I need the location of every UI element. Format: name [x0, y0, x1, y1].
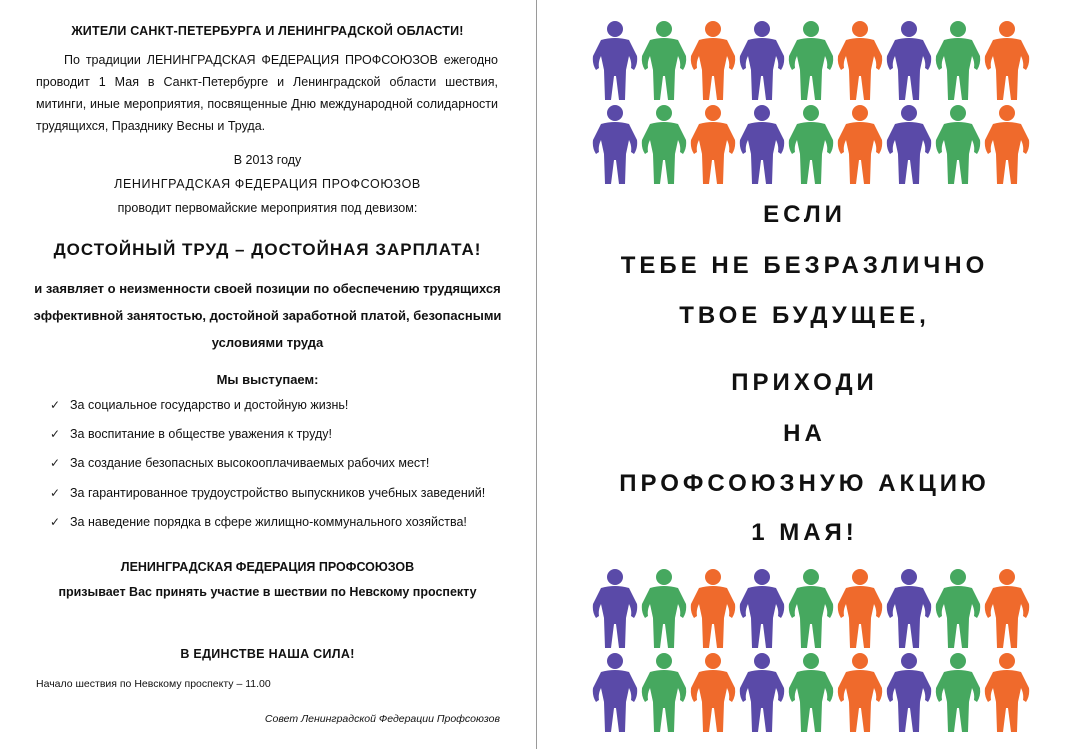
right-page [537, 0, 1072, 749]
list-item-text: За гарантированное трудоустройство выпускников учебных заведений! [70, 485, 486, 500]
list-item-text: За наведение порядка в сфере жилищно-коммунального хозяйства! [70, 514, 467, 529]
figure-row [591, 568, 1031, 652]
person-figure-icon [836, 104, 884, 188]
person-figure-icon [836, 20, 884, 104]
call-line: ПРОФСОЮЗНУЮ АКЦИЮ [619, 470, 990, 497]
list-item [50, 398, 520, 427]
checkmark-icon: ✓ [50, 456, 61, 471]
list-item-text: За создание безопасных высокооплачиваемых рабочих мест! [70, 456, 430, 471]
statement: и заявляет о неизменности своей позиции по обеспечению трудящихся эффективной занятостью, достойной заработной платой, безопасными условиями труда [33, 281, 502, 350]
checkmark-icon: ✓ [50, 427, 61, 442]
person-figure-icon [934, 568, 982, 652]
person-figure-icon [983, 104, 1031, 188]
left-page [0, 0, 535, 749]
person-figure-icon [689, 104, 737, 188]
person-figure-icon [640, 652, 688, 736]
person-figure-icon [836, 652, 884, 736]
person-figure-icon [591, 568, 639, 652]
figure-row [591, 20, 1031, 104]
person-figure-icon [836, 568, 884, 652]
call-line: НА [783, 420, 826, 447]
person-figure-icon [689, 20, 737, 104]
person-figure-icon [934, 20, 982, 104]
intro-paragraph: По традиции ЛЕНИНГРАДСКАЯ ФЕДЕРАЦИЯ ПРОФСОЮЗОВ ежегодно проводит 1 Мая в Санкт-Петербурге и Ленинградской области шествия, митинги, иные мероприятия, посвященные Дню международной солидарности трудящихся, Празднику Весны и Труда. [36, 53, 498, 133]
person-figure-icon [591, 20, 639, 104]
person-figure-icon [983, 20, 1031, 104]
person-figure-icon [738, 104, 786, 188]
person-figure-icon [591, 104, 639, 188]
headline: ЖИТЕЛИ САНКТ-ПЕТЕРБУРГА И ЛЕНИНГРАДСКОЙ ОБЛАСТИ! [71, 24, 464, 38]
year-line: В 2013 году [233, 153, 302, 167]
list-item [50, 456, 520, 485]
checkmark-icon: ✓ [50, 514, 61, 529]
checkmark-icon: ✓ [50, 485, 61, 500]
people-figures-top [591, 20, 1031, 188]
person-figure-icon [640, 20, 688, 104]
person-figure-icon [738, 568, 786, 652]
federation-line: ЛЕНИНГРАДСКАЯ ФЕДЕРАЦИЯ ПРОФСОЮЗОВ [114, 177, 421, 191]
person-figure-icon [689, 568, 737, 652]
start-time: Начало шествия по Невскому проспекту – 11.00 [36, 678, 271, 690]
list-item-text: За воспитание в обществе уважения к труду! [70, 427, 332, 442]
person-figure-icon [640, 104, 688, 188]
demands-list [50, 398, 520, 544]
person-figure-icon [983, 568, 1031, 652]
person-figure-icon [885, 104, 933, 188]
person-figure-icon [934, 652, 982, 736]
council-signature: Совет Ленинградской Федерации Профсоюзов [264, 713, 500, 725]
person-figure-icon [787, 568, 835, 652]
person-figure-icon [885, 568, 933, 652]
figure-row [591, 104, 1031, 188]
person-figure-icon [787, 104, 835, 188]
list-item [50, 486, 520, 515]
call-line: ТЕБЕ НЕ БЕЗРАЗЛИЧНО [620, 252, 989, 279]
person-figure-icon [787, 20, 835, 104]
person-figure-icon [885, 652, 933, 736]
person-figure-icon [689, 652, 737, 736]
checkmark-icon: ✓ [50, 398, 61, 412]
call-line: 1 МАЯ! [751, 519, 858, 546]
motto-intro: проводит первомайские мероприятия под девизом: [117, 201, 418, 215]
federation-call: призывает Вас принять участие в шествии по Невскому проспекту [58, 585, 477, 599]
person-figure-icon [738, 652, 786, 736]
person-figure-icon [738, 20, 786, 104]
person-figure-icon [787, 652, 835, 736]
list-item-text: За социальное государство и достойную жизнь! [70, 398, 349, 412]
unity-slogan: В ЕДИНСТВЕ НАША СИЛА! [180, 647, 355, 661]
slogan: ДОСТОЙНЫЙ ТРУД – ДОСТОЙНАЯ ЗАРПЛАТА! [53, 240, 482, 259]
person-figure-icon [983, 652, 1031, 736]
person-figure-icon [934, 104, 982, 188]
person-figure-icon [885, 20, 933, 104]
person-figure-icon [591, 652, 639, 736]
person-figure-icon [640, 568, 688, 652]
we-stand-title: Мы выступаем: [216, 372, 319, 387]
list-item [50, 515, 520, 544]
figure-row [591, 652, 1031, 736]
federation-title: ЛЕНИНГРАДСКАЯ ФЕДЕРАЦИЯ ПРОФСОЮЗОВ [120, 560, 415, 574]
people-figures-bottom [591, 568, 1031, 736]
call-line: ТВОЕ БУДУЩЕЕ, [679, 302, 930, 329]
call-line: ПРИХОДИ [731, 369, 878, 396]
call-line: ЕСЛИ [763, 201, 846, 228]
list-item [50, 427, 520, 456]
